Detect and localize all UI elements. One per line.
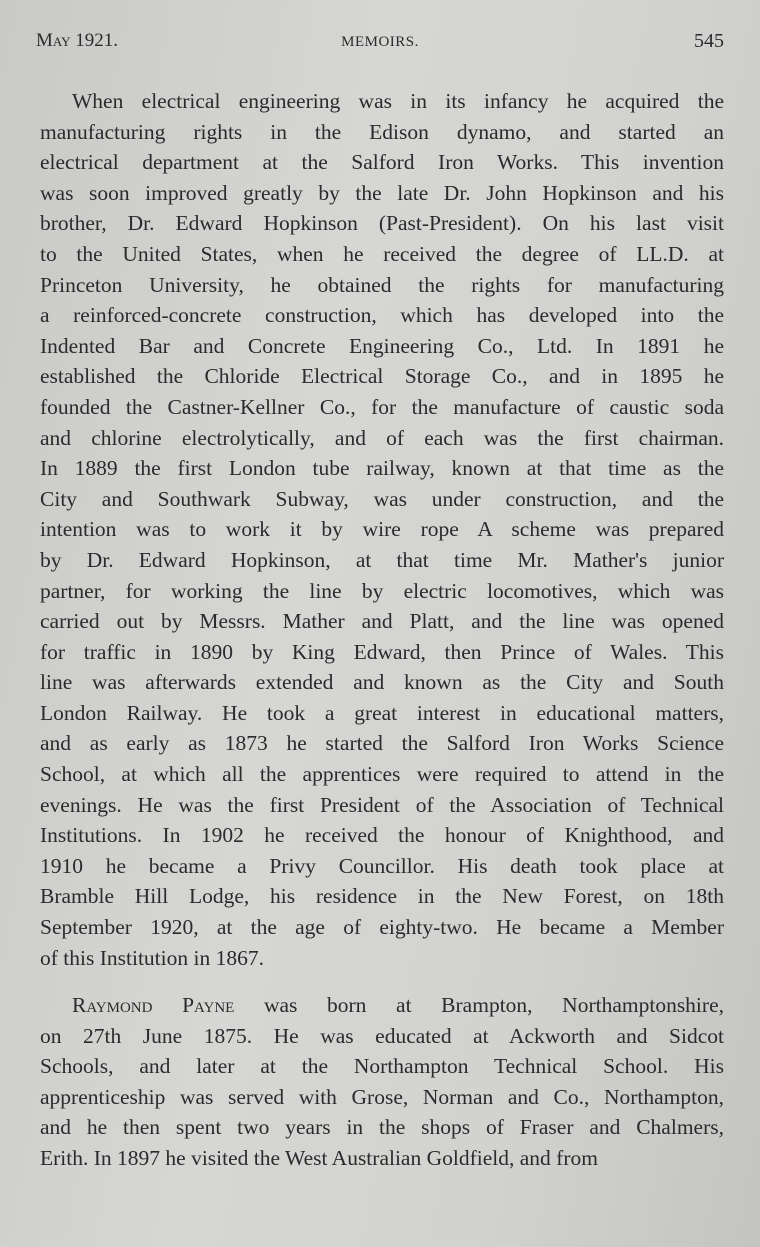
text-line	[40, 912, 724, 943]
text-line	[40, 514, 724, 545]
line-text: and as early as 1873 he started the Salford Iron Works Science	[40, 731, 724, 756]
text-line	[40, 1112, 724, 1143]
memoir-subject-name: Raymond Payne	[72, 993, 235, 1017]
line-text: for traffic in 1890 by King Edward, then Prince of Wales. This	[40, 639, 724, 664]
text-line	[40, 851, 724, 882]
text-line	[40, 178, 724, 209]
text-line	[40, 453, 724, 484]
line-text: electrical department at the Salford Iron Works. This invention	[40, 150, 724, 175]
text-line	[40, 239, 724, 270]
line-text: When electrical engineering was in its infancy he acquired the	[72, 89, 724, 113]
line-text: Schools, and later at the Northampton Technical School. His	[40, 1054, 724, 1079]
line-text: City and Southwark Subway, was under construction, and the	[40, 486, 724, 511]
text-line	[40, 728, 724, 759]
text-line	[40, 576, 724, 607]
text-line	[40, 698, 724, 729]
text-line	[40, 1143, 724, 1174]
line-text: established the Chloride Electrical Storage Co., and in 1895 he	[40, 364, 724, 389]
line-text: brother, Dr. Edward Hopkinson (Past-President). On his last visit	[40, 211, 724, 236]
line-text: on 27th June 1875. He was educated at Ackworth and Sidcot	[40, 1023, 724, 1048]
line-text: of this Institution in 1867.	[40, 945, 264, 970]
text-line	[40, 667, 724, 698]
text-line	[40, 990, 724, 1021]
line-text: evenings. He was the first President of the Association of Technical	[40, 792, 724, 817]
text-line	[40, 790, 724, 821]
line-text: Erith. In 1897 he visited the West Australian Goldfield, and from	[40, 1145, 598, 1170]
line-text: Institutions. In 1902 he received the honour of Knighthood, and	[40, 823, 724, 848]
line-text: line was afterwards extended and known as the City and South	[40, 670, 724, 695]
line-text: manufacturing rights in the Edison dynamo, and started an	[40, 119, 724, 144]
text-line	[40, 423, 724, 454]
line-text: September 1920, at the age of eighty-two. He became a Member	[40, 915, 724, 940]
text-line	[40, 117, 724, 148]
text-line	[40, 881, 724, 912]
memoir-paragraph-1	[40, 86, 724, 973]
line-text: was born at Brampton, Northamptonshire,	[234, 993, 724, 1017]
line-text: was soon improved greatly by the late Dr. John Hopkinson and his	[40, 180, 724, 205]
text-line	[40, 1051, 724, 1082]
line-text: partner, for working the line by electric locomotives, which was	[40, 578, 724, 603]
line-text: intention was to work it by wire rope A scheme was prepared	[40, 517, 724, 542]
line-text: and he then spent two years in the shops of Fraser and Chalmers,	[40, 1115, 724, 1140]
text-line	[40, 484, 724, 515]
text-line	[40, 361, 724, 392]
line-text: Indented Bar and Concrete Engineering Co., Ltd. In 1891 he	[40, 333, 724, 358]
page-number: 545	[694, 30, 724, 52]
text-line	[40, 86, 724, 117]
memoir-paragraph-2	[40, 990, 724, 1174]
line-text: and chlorine electrolytically, and of each was the first chairman.	[40, 425, 724, 450]
text-line	[40, 300, 724, 331]
text-line	[40, 1021, 724, 1052]
text-line	[40, 392, 724, 423]
line-text: a reinforced-concrete construction, which has developed into the	[40, 303, 724, 328]
line-text: London Railway. He took a great interest in educational matters,	[40, 700, 724, 725]
line-text: School, at which all the apprentices were required to attend in the	[40, 762, 724, 787]
text-line	[40, 1082, 724, 1113]
text-line	[40, 147, 724, 178]
running-header-date: May 1921.	[36, 30, 118, 51]
line-text: Princeton University, he obtained the rights for manufacturing	[40, 272, 724, 297]
text-line	[40, 759, 724, 790]
line-text: Bramble Hill Lodge, his residence in the New Forest, on 18th	[40, 884, 724, 909]
text-line	[40, 331, 724, 362]
text-line	[40, 820, 724, 851]
text-line	[40, 270, 724, 301]
text-line	[40, 545, 724, 576]
text-line	[40, 208, 724, 239]
line-text: carried out by Messrs. Mather and Platt, and the line was opened	[40, 609, 724, 634]
line-text: 1910 he became a Privy Councillor. His death took place at	[40, 853, 724, 878]
line-text: founded the Castner-Kellner Co., for the manufacture of caustic soda	[40, 394, 724, 419]
line-text: to the United States, when he received the degree of LL.D. at	[40, 241, 724, 266]
line-text: In 1889 the first London tube railway, known at that time as the	[40, 456, 724, 481]
text-line	[40, 943, 724, 974]
running-header-title: MEMOIRS.	[341, 34, 419, 50]
text-line	[40, 637, 724, 668]
text-line	[40, 606, 724, 637]
line-text: by Dr. Edward Hopkinson, at that time Mr. Mather's junior	[40, 547, 724, 572]
line-text: apprenticeship was served with Grose, Norman and Co., Northampton,	[40, 1084, 724, 1109]
